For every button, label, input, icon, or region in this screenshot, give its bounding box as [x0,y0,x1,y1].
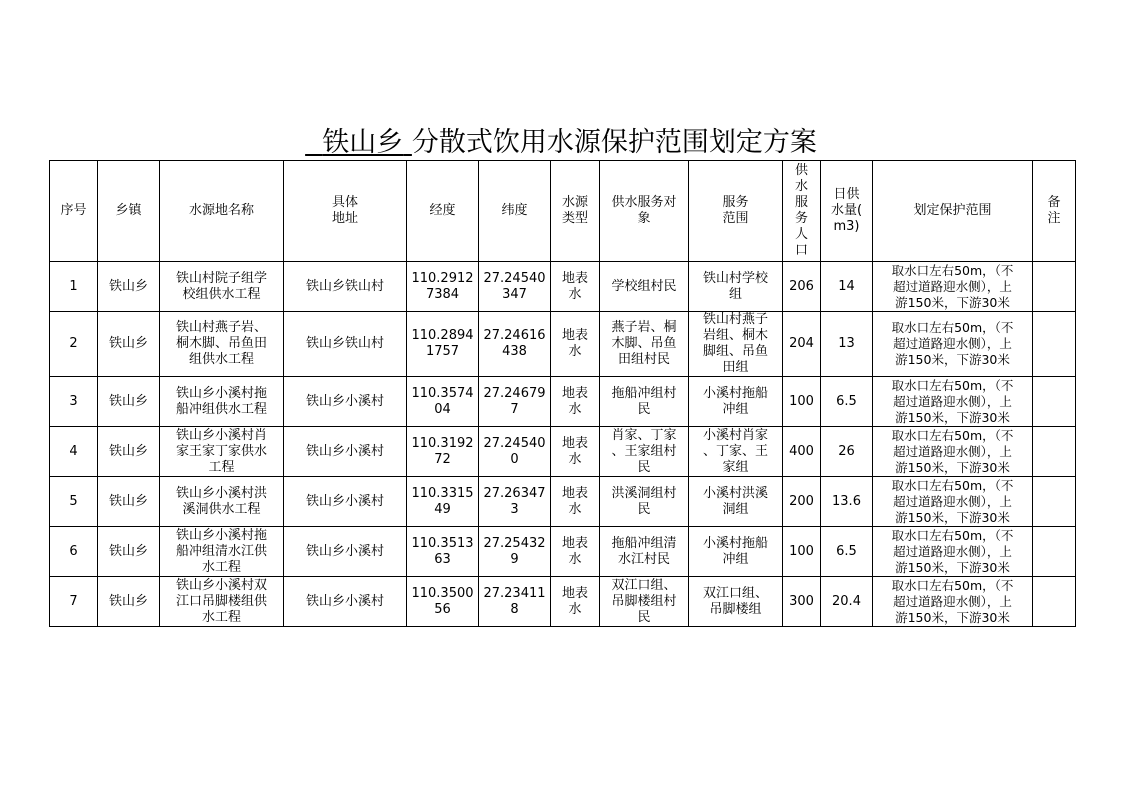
cell-town: 铁山乡 [98,527,160,577]
cell-source-name: 铁山村院子组学 校组供水工程 [160,262,284,312]
cell-service-range: 小溪村拖船 冲组 [689,527,783,577]
table-row [50,577,1076,627]
cell-source-type: 地表 水 [551,477,600,527]
cell-daily-volume: 6.5 [821,527,873,577]
cell-town: 铁山乡 [98,427,160,477]
page-title [0,125,1122,161]
cell-source-name: 铁山乡小溪村拖 船冲组供水工程 [160,377,284,427]
cell-protection-range: 取水口左右50m，（不 超过道路迎水侧），上 游150米，下游30米 [873,312,1033,377]
cell-latitude: 27.24540 347 [479,262,551,312]
cell-longitude: 110.3192 72 [407,427,479,477]
cell-population: 204 [783,312,821,377]
cell-service-target: 拖船冲组清 水江村民 [600,527,689,577]
header-cell-index: 序号 [50,161,98,262]
table-row [50,427,1076,477]
cell-longitude: 110.3315 49 [407,477,479,527]
cell-source-type: 地表 水 [551,312,600,377]
cell-remarks [1033,427,1076,477]
cell-address: 铁山乡小溪村 [284,427,407,477]
table-row [50,262,1076,312]
cell-index: 4 [50,427,98,477]
cell-service-range: 小溪村洪溪 洞组 [689,477,783,527]
cell-latitude: 27.24540 0 [479,427,551,477]
header-cell-town: 乡镇 [98,161,160,262]
cell-service-range: 小溪村肖家 、丁家、王 家组 [689,427,783,477]
cell-service-target: 洪溪洞组村 民 [600,477,689,527]
cell-population: 100 [783,527,821,577]
cell-service-target: 拖船冲组村 民 [600,377,689,427]
cell-address: 铁山乡小溪村 [284,377,407,427]
cell-index: 3 [50,377,98,427]
header-cell-population: 供 水 服 务 人 口 [783,161,821,262]
cell-latitude: 27.24679 7 [479,377,551,427]
cell-latitude: 27.23411 8 [479,577,551,627]
header-cell-service-range: 服务 范围 [689,161,783,262]
header-cell-latitude: 纬度 [479,161,551,262]
cell-town: 铁山乡 [98,262,160,312]
cell-remarks [1033,477,1076,527]
cell-longitude: 110.2912 7384 [407,262,479,312]
cell-source-type: 地表 水 [551,262,600,312]
cell-source-name: 铁山乡小溪村洪 溪洞供水工程 [160,477,284,527]
cell-longitude: 110.3500 56 [407,577,479,627]
cell-population: 400 [783,427,821,477]
cell-daily-volume: 20.4 [821,577,873,627]
cell-address: 铁山乡铁山村 [284,262,407,312]
cell-protection-range: 取水口左右50m，（不 超过道路迎水侧），上 游150米，下游30米 [873,427,1033,477]
cell-latitude: 27.25432 9 [479,527,551,577]
header-cell-longitude: 经度 [407,161,479,262]
cell-source-name: 铁山乡小溪村肖 家王家丁家供水 工程 [160,427,284,477]
table-body [50,262,1076,627]
table-row [50,477,1076,527]
cell-source-name: 铁山乡小溪村拖 船冲组清水江供 水工程 [160,527,284,577]
cell-index: 2 [50,312,98,377]
header-cell-daily-volume: 日供 水量( m3) [821,161,873,262]
cell-longitude: 110.3513 63 [407,527,479,577]
cell-protection-range: 取水口左右50m，（不 超过道路迎水侧），上 游150米，下游30米 [873,577,1033,627]
cell-population: 100 [783,377,821,427]
cell-longitude: 110.2894 1757 [407,312,479,377]
cell-daily-volume: 26 [821,427,873,477]
header-cell-remarks: 备 注 [1033,161,1076,262]
cell-address: 铁山乡铁山村 [284,312,407,377]
cell-population: 206 [783,262,821,312]
header-row [50,161,1076,262]
cell-daily-volume: 13 [821,312,873,377]
cell-service-range: 铁山村学校 组 [689,262,783,312]
cell-service-range: 双江口组、 吊脚楼组 [689,577,783,627]
cell-service-range: 小溪村拖船 冲组 [689,377,783,427]
cell-service-target: 肖家、丁家 、王家组村 民 [600,427,689,477]
cell-service-range: 铁山村燕子 岩组、桐木 脚组、吊鱼 田组 [689,312,783,377]
cell-remarks [1033,577,1076,627]
table-row [50,312,1076,377]
title-town: 铁山乡 [322,127,404,158]
cell-remarks [1033,312,1076,377]
cell-daily-volume: 14 [821,262,873,312]
cell-source-name: 铁山村燕子岩、 桐木脚、吊鱼田 组供水工程 [160,312,284,377]
cell-index: 7 [50,577,98,627]
header-cell-source-name: 水源地名称 [160,161,284,262]
cell-source-type: 地表 水 [551,577,600,627]
cell-index: 1 [50,262,98,312]
cell-population: 300 [783,577,821,627]
cell-longitude: 110.3574 04 [407,377,479,427]
cell-address: 铁山乡小溪村 [284,477,407,527]
cell-protection-range: 取水口左右50m，（不 超过道路迎水侧），上 游150米，下游30米 [873,262,1033,312]
title-underline-pad [305,127,322,158]
cell-latitude: 27.24616 438 [479,312,551,377]
cell-source-type: 地表 水 [551,527,600,577]
cell-remarks [1033,527,1076,577]
cell-town: 铁山乡 [98,312,160,377]
title-underline-pad-end [403,127,412,158]
cell-source-type: 地表 水 [551,427,600,477]
table-row [50,527,1076,577]
cell-source-type: 地表 水 [551,377,600,427]
cell-daily-volume: 6.5 [821,377,873,427]
cell-latitude: 27.26347 3 [479,477,551,527]
cell-population: 200 [783,477,821,527]
cell-index: 5 [50,477,98,527]
header-cell-protection-range: 划定保护范围 [873,161,1033,262]
cell-town: 铁山乡 [98,577,160,627]
cell-service-target: 学校组村民 [600,262,689,312]
cell-town: 铁山乡 [98,377,160,427]
header-cell-service-target: 供水服务对 象 [600,161,689,262]
cell-service-target: 双江口组、 吊脚楼组村 民 [600,577,689,627]
cell-service-target: 燕子岩、桐 木脚、吊鱼 田组村民 [600,312,689,377]
cell-source-name: 铁山乡小溪村双 江口吊脚楼组供 水工程 [160,577,284,627]
cell-protection-range: 取水口左右50m，（不 超过道路迎水侧），上 游150米，下游30米 [873,527,1033,577]
water-source-table [49,160,1076,627]
cell-protection-range: 取水口左右50m，（不 超过道路迎水侧），上 游150米，下游30米 [873,377,1033,427]
cell-remarks [1033,262,1076,312]
header-cell-address: 具体 地址 [284,161,407,262]
cell-remarks [1033,377,1076,427]
title-text: 分散式饮用水源保护范围划定方案 [411,127,817,158]
cell-index: 6 [50,527,98,577]
cell-protection-range: 取水口左右50m，（不 超过道路迎水侧），上 游150米，下游30米 [873,477,1033,527]
cell-daily-volume: 13.6 [821,477,873,527]
header-cell-source-type: 水源 类型 [551,161,600,262]
cell-address: 铁山乡小溪村 [284,527,407,577]
cell-address: 铁山乡小溪村 [284,577,407,627]
cell-town: 铁山乡 [98,477,160,527]
table-row [50,377,1076,427]
